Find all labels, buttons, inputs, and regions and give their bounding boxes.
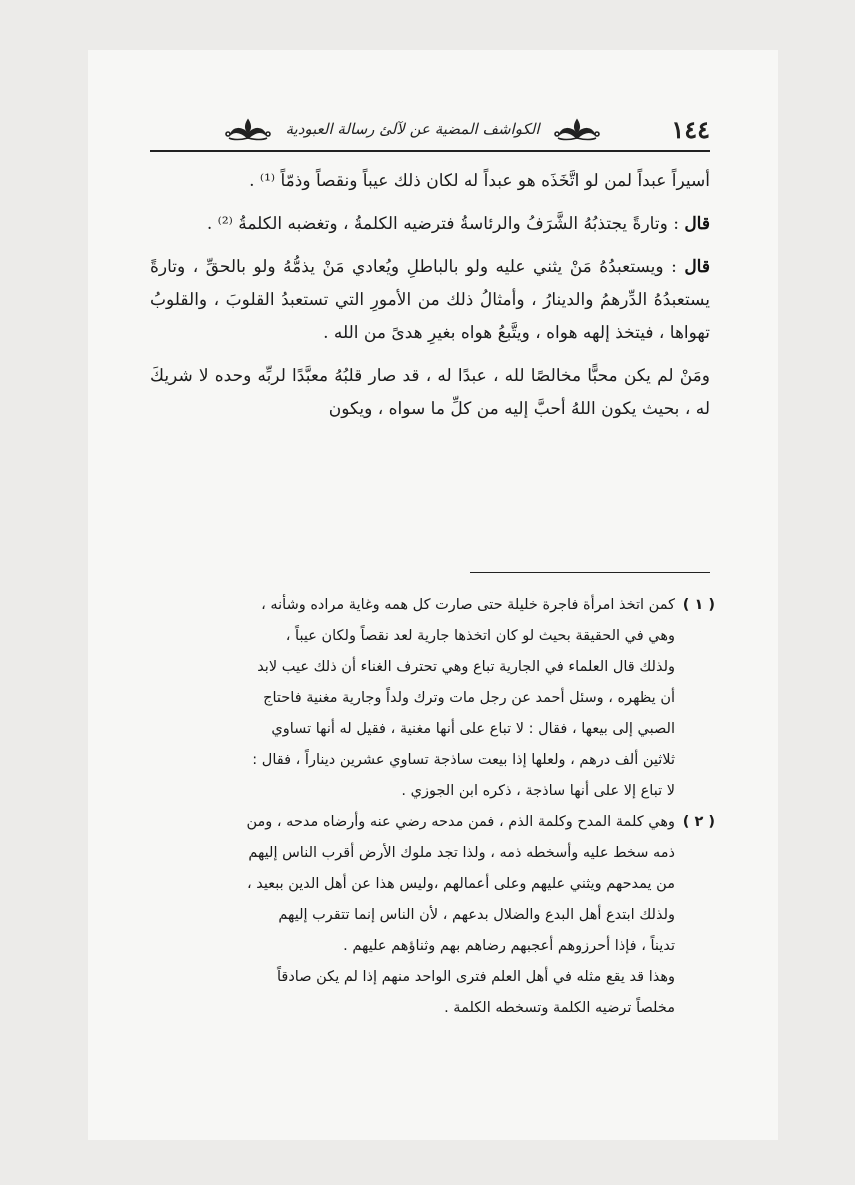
paragraph-2-text: : وتارةً يجتذبُهُ الشَّرَفُ والرئاسةُ فترضيه الكلمةُ ، وتغضبه الكلمةُ ⁽²⁾ . <box>206 214 685 234</box>
footnotes <box>150 590 715 1024</box>
footnote-line: مخلصاً ترضيه الكلمة وتسخطه الكلمة . <box>444 1000 675 1016</box>
main-text <box>150 165 710 436</box>
paragraph-3-text: : ويستعبدُهُ مَنْ يثني عليه ولو بالباطلِ ويُعادي مَنْ يذمُّهُ ولو بالحقِّ ، وتارةً يستعبدُهُ الدِّرهمُ والدينارُ ، وأمثالُ ذلك من الأمورِ التي تستعبدُ القلوبَ ، والقلوبُ تهواها ، فيتخذ إلهه هواه ، ويتَّبعُ هواه بغيرِ هدىً من الله . <box>150 257 710 343</box>
header-rule <box>150 150 710 152</box>
footnote-2 <box>150 807 715 1024</box>
footnote-line: وهي في الحقيقة بحيث لو كان اتخذها جارية لعد نقصاً ولكان عيباً ، <box>285 628 675 644</box>
footnote-line: الصبي إلى بيعها ، فقال : لا تباع على أنها مغنية ، فقيل له أنها تساوي <box>271 721 675 737</box>
footnote-number: ( ٢ ) <box>682 814 715 830</box>
floral-ornament-icon <box>554 116 600 142</box>
footnote-line: ذمه سخط عليه وأسخطه ذمه ، ولذا تجد ملوك الأرض أقرب الناس إليهم <box>248 845 675 861</box>
footnote-divider <box>470 572 710 573</box>
footnote-line: ولذلك قال العلماء في الجارية تباع وهي تحترف الغناء أن ذلك عيب لابد <box>257 659 675 675</box>
running-title-block <box>225 113 600 145</box>
floral-ornament-icon <box>225 116 271 142</box>
page-header <box>150 113 710 151</box>
footnote-line: ثلاثين ألف درهم ، ولعلها إذا بيعت ساذجة تساوي عشرين ديناراً ، فقال : <box>252 752 675 768</box>
paragraph-2 <box>150 208 710 241</box>
running-title: الكواشف المضية عن لآلئ رسالة العبودية <box>285 120 540 138</box>
qala-label: قال <box>684 214 710 234</box>
footnote-line: من يمدحهم ويثني عليهم وعلى أعمالهم ،وليس هذا عن أهل الدين ببعيد ، <box>246 876 675 892</box>
page-number: ١٤٤ <box>671 115 710 144</box>
paragraph-4: ومَنْ لم يكن محبًّا مخالصًا لله ، عبدًا له ، قد صار قلبُهُ معبَّدًا لربِّه وحده لا شريكَ له ، بحيث يكون اللهُ أحبَّ إليه من كلِّ ما سواه ، ويكون <box>150 366 710 419</box>
footnote-body <box>150 807 675 1024</box>
footnote-line: أن يظهره ، وسئل أحمد عن رجل مات وترك ولداً وجارية مغنية فاحتاج <box>263 690 675 706</box>
footnote-number: ( ١ ) <box>682 597 715 613</box>
paragraph-3 <box>150 251 710 350</box>
qala-label: قال <box>684 257 710 277</box>
footnote-body <box>150 590 675 807</box>
footnote-line: وهذا قد يقع مثله في أهل العلم فترى الواحد منهم إذا لم يكن صادقاً <box>277 969 675 985</box>
footnote-line: وهي كلمة المدح وكلمة الذم ، فمن مدحه رضي عنه وأرضاه مدحه ، ومن <box>246 814 675 830</box>
footnote-line: كمن اتخذ امرأة فاجرة خليلة حتى صارت كل همه وغاية مراده وشأنه ، <box>261 597 675 613</box>
footnote-line: ولذلك ابتدع أهل البدع والضلال بدعهم ، لأن الناس إنما تتقرب إليهم <box>278 907 675 923</box>
footnote-line: تديناً ، فإذا أحرزوهم أعجبهم رضاهم بهم وثناؤهم عليهم . <box>343 938 675 954</box>
footnote-line: لا تباع إلا على أنها ساذجة ، ذكره ابن الجوزي . <box>401 783 675 799</box>
paragraph-1: أسيراً عبداً لمن لو اتَّخَذَه هو عبداً له لكان ذلك عيباً ونقصاً وذمّاً ⁽¹⁾ . <box>249 171 710 191</box>
footnote-1 <box>150 590 715 807</box>
